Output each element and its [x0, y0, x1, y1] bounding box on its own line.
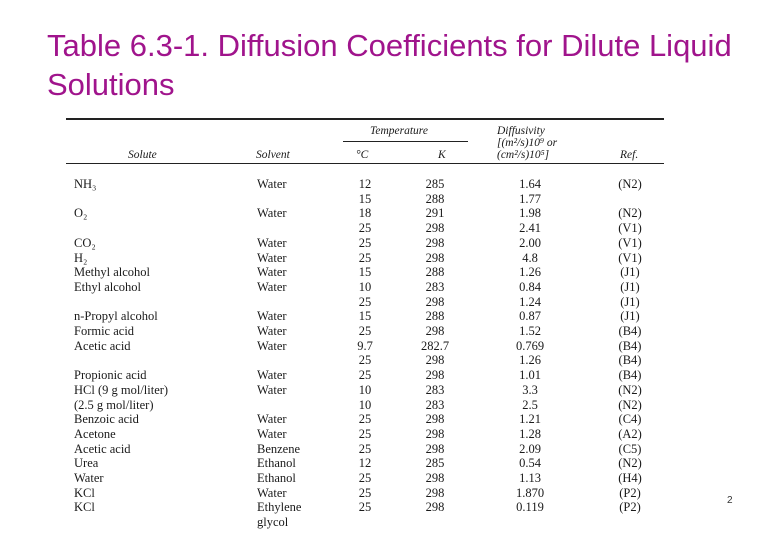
cell-k: 285	[425, 456, 445, 471]
cell-ref: (N2)	[618, 206, 642, 221]
cell-solute: H₂	[74, 250, 88, 265]
cell-solute: KCl	[74, 485, 95, 500]
cell-c: 9.7	[357, 338, 373, 353]
cell-c: 25	[358, 294, 372, 309]
header-solute: Solute	[128, 149, 157, 161]
cell-d: 0.54	[519, 456, 541, 471]
cell-d: 1.870	[515, 485, 545, 500]
cell-solvent: Water	[257, 250, 287, 265]
cell-d: 1.26	[519, 265, 541, 280]
table-row	[60, 280, 670, 295]
table-row	[60, 353, 670, 368]
table-row	[60, 221, 670, 236]
cell-d: 0.84	[519, 279, 541, 294]
cell-k: 291	[425, 206, 445, 221]
cell-solute: (2.5 g mol/liter)	[74, 397, 154, 412]
table-row	[60, 177, 670, 192]
cell-d: 0.119	[516, 500, 544, 515]
cell-solvent: Water	[257, 177, 287, 191]
cell-solvent: Water	[257, 279, 287, 294]
cell-c: 25	[358, 250, 372, 265]
cell-k: 283	[425, 397, 445, 412]
table-row	[60, 456, 670, 471]
page-number: 2	[727, 495, 733, 506]
header-diffusivity-1: Diffusivity	[497, 125, 545, 137]
cell-c: 25	[358, 485, 372, 500]
cell-solute: O₂	[74, 206, 88, 221]
header-ref: Ref.	[620, 149, 639, 161]
table-row	[60, 236, 670, 251]
cell-d: 1.77	[519, 191, 541, 206]
temperature-rule	[343, 141, 468, 142]
cell-ref: (B4)	[618, 338, 642, 353]
cell-ref: (J1)	[620, 309, 640, 324]
cell-solute: Ethyl alcohol	[74, 279, 141, 294]
cell-ref: (N2)	[618, 382, 642, 397]
cell-solvent: Water	[257, 426, 287, 441]
cell-d: 2.09	[519, 441, 541, 456]
cell-d: 1.28	[519, 426, 541, 441]
cell-c: 25	[358, 221, 372, 236]
cell-ref: (N2)	[618, 397, 642, 412]
cell-k: 288	[425, 191, 445, 206]
cell-c: 10	[358, 279, 372, 294]
cell-k: 298	[425, 500, 445, 515]
table-row	[60, 368, 670, 383]
cell-ref: (J1)	[620, 294, 640, 309]
cell-k: 298	[425, 471, 445, 485]
cell-d: 2.41	[519, 221, 541, 236]
cell-solvent: Ethanol	[257, 456, 296, 471]
cell-ref: (C5)	[618, 441, 642, 456]
cell-c: 15	[358, 191, 372, 206]
cell-d: 1.24	[519, 294, 541, 309]
cell-solvent: Water	[257, 485, 287, 500]
cell-solute: Benzoic acid	[74, 412, 139, 427]
cell-d: 1.64	[519, 177, 541, 191]
cell-ref: (P2)	[619, 500, 641, 515]
table-row	[60, 427, 670, 442]
cell-k: 282.7	[420, 338, 450, 353]
cell-ref: (N2)	[618, 177, 642, 191]
cell-ref: (C4)	[618, 412, 642, 427]
cell-ref: (H4)	[618, 471, 642, 485]
cell-k: 298	[425, 412, 445, 427]
cell-solvent: Water	[257, 412, 287, 427]
cell-solute: Water	[74, 471, 104, 485]
cell-solute: HCl (9 g mol/liter)	[74, 382, 169, 397]
cell-k: 298	[425, 353, 445, 368]
cell-solvent: Water	[257, 206, 287, 221]
header-diffusivity-3: (cm²/s)10⁵]	[497, 149, 550, 161]
table-row	[60, 486, 670, 501]
cell-k: 283	[425, 382, 445, 397]
cell-c: 12	[358, 456, 372, 471]
table-row	[60, 251, 670, 266]
cell-d: 0.769	[515, 338, 545, 353]
slide-title: Table 6.3-1. Diffusion Coefficients for Dilute Liquid Solutions	[47, 28, 732, 102]
cell-ref: (P2)	[619, 485, 641, 500]
cell-c: 25	[358, 426, 372, 441]
cell-solute: n-Propyl alcohol	[74, 309, 158, 324]
table-row	[60, 206, 670, 221]
header-celsius: °C	[356, 149, 369, 161]
cell-c: 25	[358, 368, 372, 383]
cell-solute: Acetic acid	[74, 338, 131, 353]
cell-ref: (B4)	[618, 353, 642, 368]
header-solvent: Solvent	[256, 149, 290, 161]
cell-c: 18	[358, 206, 372, 221]
table-row	[60, 398, 670, 413]
cell-c: 25	[358, 412, 372, 427]
table-row	[60, 295, 670, 310]
table-top-rule	[66, 118, 664, 120]
cell-solvent: glycol	[257, 515, 289, 530]
cell-ref: (B4)	[618, 324, 642, 338]
cell-c: 10	[358, 382, 372, 397]
cell-ref: (J1)	[620, 279, 640, 294]
cell-solute: Acetone	[74, 426, 116, 441]
cell-c: 15	[358, 265, 372, 280]
table-row	[60, 500, 670, 515]
cell-ref: (B4)	[618, 368, 642, 383]
cell-c: 25	[358, 235, 372, 250]
cell-k: 288	[425, 309, 445, 324]
cell-ref: (J1)	[620, 265, 640, 280]
cell-d: 1.21	[519, 412, 541, 427]
table-row	[60, 515, 670, 530]
table-row	[60, 383, 670, 398]
cell-d: 1.98	[519, 206, 541, 221]
cell-d: 2.5	[522, 397, 538, 412]
cell-c: 25	[358, 471, 372, 485]
cell-solute: Acetic acid	[74, 441, 131, 456]
cell-c: 25	[358, 353, 372, 368]
table-row	[60, 412, 670, 427]
cell-k: 298	[425, 221, 445, 236]
table-row	[60, 192, 670, 207]
cell-k: 288	[425, 265, 445, 280]
cell-solute: Formic acid	[74, 324, 135, 338]
cell-c: 10	[358, 397, 372, 412]
cell-ref: (V1)	[618, 221, 642, 236]
cell-solvent: Water	[257, 324, 287, 338]
cell-c: 25	[358, 324, 372, 338]
cell-ref: (V1)	[618, 250, 642, 265]
table-row	[60, 339, 670, 354]
cell-solvent: Benzene	[257, 441, 301, 456]
cell-k: 298	[425, 235, 445, 250]
cell-ref: (V1)	[618, 235, 642, 250]
cell-solvent: Water	[257, 265, 287, 280]
cell-k: 298	[425, 294, 445, 309]
cell-solvent: Ethylene	[257, 500, 302, 515]
cell-k: 285	[425, 177, 445, 191]
cell-solvent: Water	[257, 338, 287, 353]
table-row	[60, 471, 670, 486]
cell-solvent: Water	[257, 309, 287, 324]
cell-solute: Urea	[74, 456, 99, 471]
cell-solute: KCl	[74, 500, 95, 515]
cell-d: 3.3	[522, 382, 538, 397]
diffusion-table	[60, 110, 670, 540]
cell-solute: Methyl alcohol	[74, 265, 151, 280]
cell-d: 1.26	[519, 353, 541, 368]
cell-k: 298	[425, 250, 445, 265]
table-row	[60, 324, 670, 339]
cell-solute: Propionic acid	[74, 368, 147, 383]
cell-d: 4.8	[522, 250, 538, 265]
cell-k: 298	[425, 485, 445, 500]
cell-k: 283	[425, 279, 445, 294]
cell-c: 15	[358, 309, 372, 324]
cell-ref: (N2)	[618, 456, 642, 471]
table-row	[60, 442, 670, 457]
cell-c: 25	[358, 500, 372, 515]
cell-d: 1.01	[519, 368, 541, 383]
cell-c: 12	[358, 177, 372, 191]
cell-solvent: Water	[257, 235, 287, 250]
cell-c: 25	[358, 441, 372, 456]
cell-ref: (A2)	[618, 426, 642, 441]
cell-solute: NH₃	[74, 177, 97, 191]
header-temperature: Temperature	[370, 125, 428, 137]
cell-k: 298	[425, 426, 445, 441]
cell-solvent: Water	[257, 382, 287, 397]
cell-k: 298	[425, 368, 445, 383]
header-diffusivity-2: [(m²/s)10⁹ or	[497, 137, 558, 149]
header-kelvin: K	[438, 149, 446, 161]
header-bottom-rule	[66, 163, 664, 164]
cell-solute: CO₂	[74, 235, 96, 250]
cell-k: 298	[425, 441, 445, 456]
cell-k: 298	[425, 324, 445, 338]
cell-solvent: Ethanol	[257, 471, 296, 485]
cell-d: 0.87	[519, 309, 541, 324]
cell-d: 2.00	[519, 235, 541, 250]
cell-d: 1.52	[519, 324, 541, 338]
table-row	[60, 309, 670, 324]
table-row	[60, 265, 670, 280]
cell-d: 1.13	[519, 471, 541, 485]
cell-solvent: Water	[257, 368, 287, 383]
